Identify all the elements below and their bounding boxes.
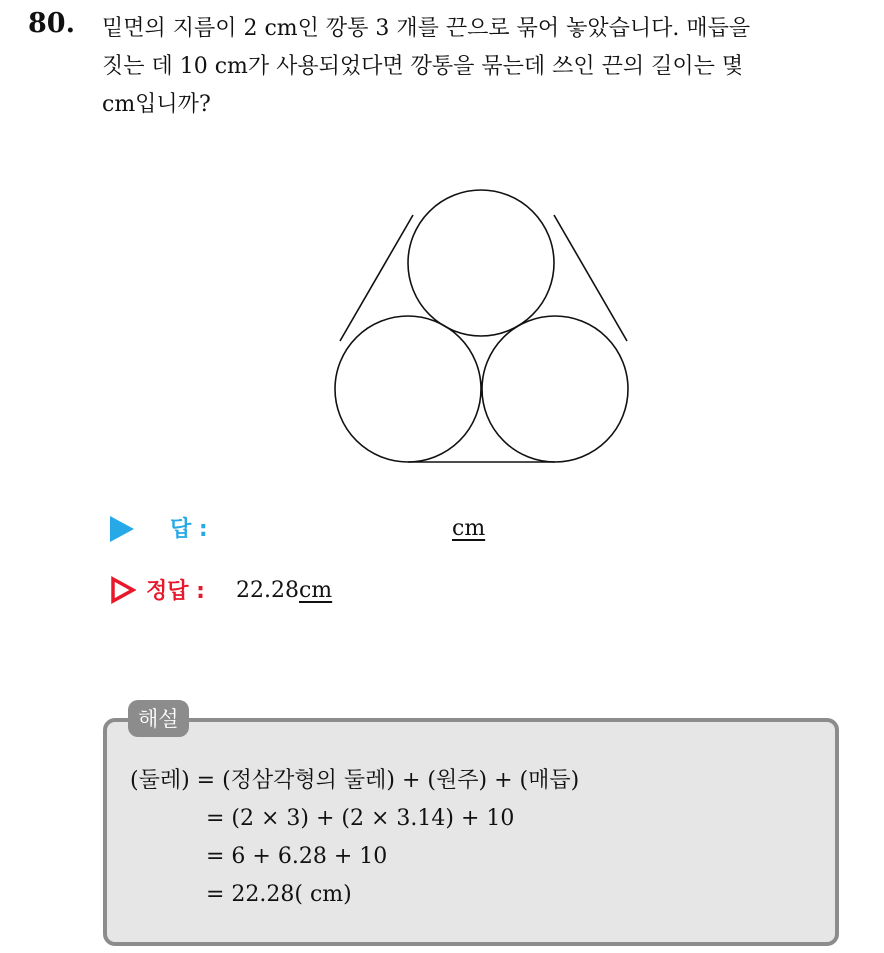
correct-label: 정답 : bbox=[146, 579, 205, 604]
correct-value-group bbox=[236, 578, 332, 603]
correct-unit: cm bbox=[298, 578, 333, 603]
play-triangle-icon bbox=[110, 516, 134, 542]
string-right-tangent bbox=[554, 215, 627, 341]
equation-line: (둘레) = (정삼각형의 둘레) + (원주) + (매듭) bbox=[130, 768, 580, 793]
answer-unit: cm bbox=[452, 516, 486, 541]
question-line: 밑면의 지름이 2 cm인 깡통 3 개를 끈으로 묶어 놓았습니다. 매듭을 bbox=[102, 16, 751, 41]
equation-line: = 22.28( cm) bbox=[206, 882, 352, 907]
three-cans-figure bbox=[320, 180, 640, 480]
correct-value: 22.28 bbox=[236, 578, 299, 603]
explanation-tag: 해설 bbox=[128, 700, 189, 737]
can-circle-right bbox=[482, 316, 628, 462]
equation-line: = (2 × 3) + (2 × 3.14) + 10 bbox=[206, 806, 515, 831]
equation-line: = 6 + 6.28 + 10 bbox=[206, 844, 388, 869]
question-line: cm입니까? bbox=[102, 92, 211, 117]
correct-answer-row bbox=[110, 572, 530, 608]
question-number: 80. bbox=[28, 8, 75, 39]
answer-row bbox=[110, 510, 530, 546]
outline-triangle-icon bbox=[110, 576, 136, 604]
can-circle-top bbox=[408, 190, 554, 336]
answer-label: 답 : bbox=[170, 517, 208, 542]
can-circle-left bbox=[335, 316, 481, 462]
question-text bbox=[102, 10, 862, 124]
question-line: 짓는 데 10 cm가 사용되었다면 깡통을 묶는데 쓰인 끈의 길이는 몇 bbox=[102, 54, 744, 79]
explanation-lines bbox=[130, 762, 579, 914]
string-left-tangent bbox=[340, 215, 413, 341]
